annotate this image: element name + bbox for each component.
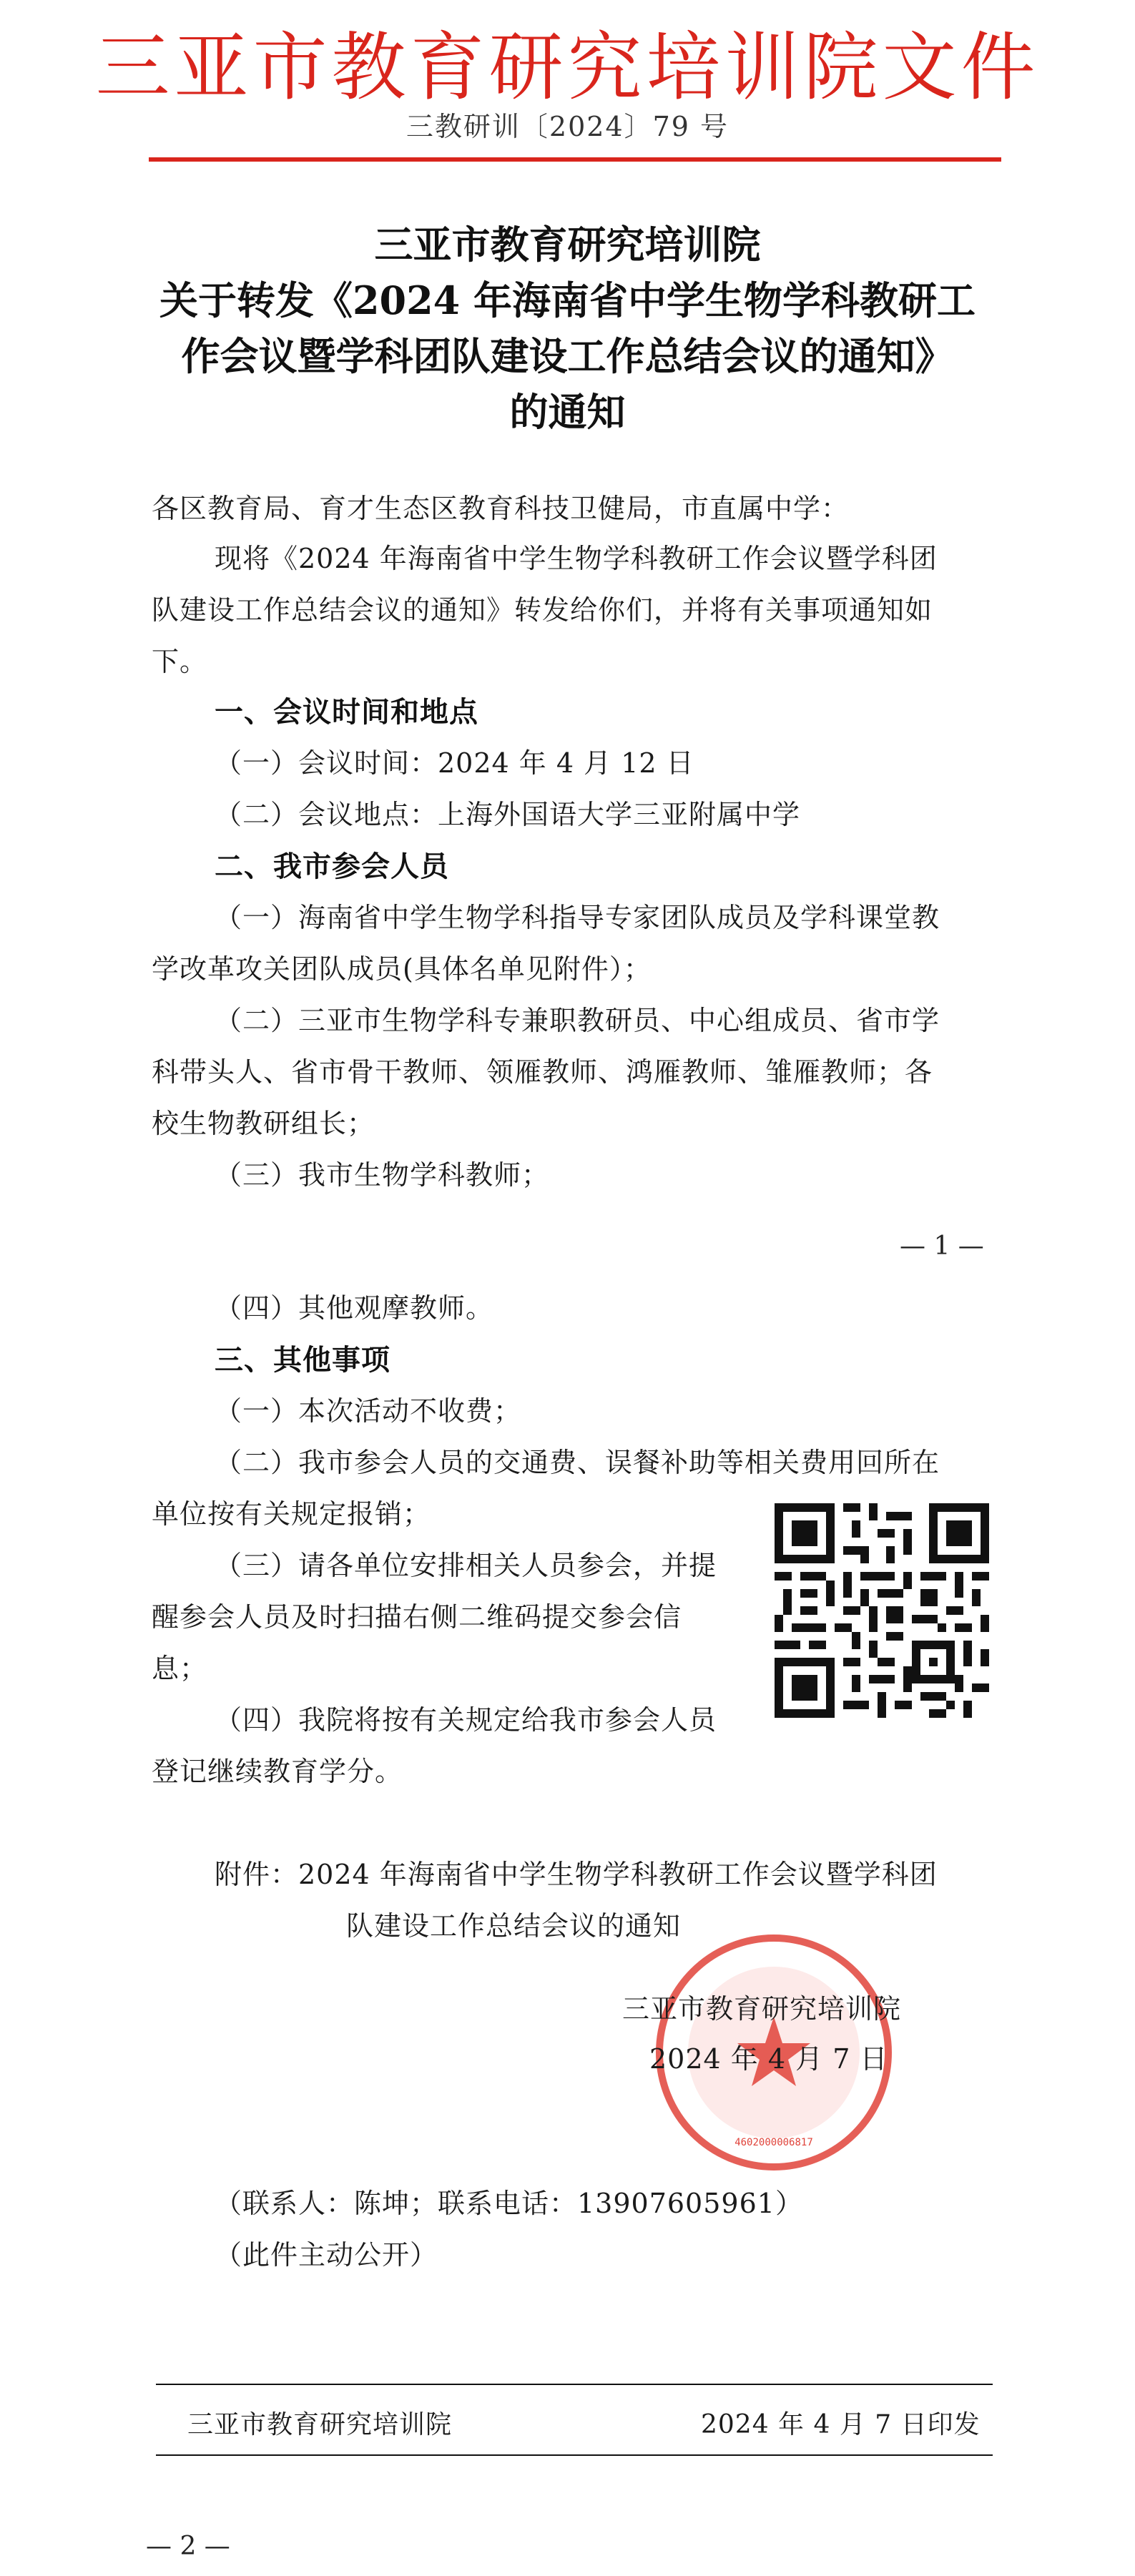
header-red-divider [149,157,1001,162]
section-3-item-3-line-2: 醒参会人员及时扫描右侧二维码提交参会信 [152,1601,682,1633]
document-header-title: 三亚市教育研究培训院文件 [95,24,1040,111]
section-2-item-2-line-1: （二）三亚市生物学科专兼职教研员、中心组成员、省市学 [215,1005,940,1036]
attachment-line-2: 队建设工作总结会议的通知 [346,1910,682,1942]
section-3-item-2-line-1: （二）我市参会人员的交通费、误餐补助等相关费用回所在 [215,1447,940,1478]
attachment-line-1: 附件：2024 年海南省中学生物学科教研工作会议暨学科团 [215,1859,938,1890]
svg-text:4602000006817: 4602000006817 [734,2137,813,2148]
qr-code-icon[interactable] [775,1503,989,1718]
section-3-item-4-line-2: 登记继续教育学分。 [152,1756,403,1787]
section-2-item-2-line-2: 科带头人、省市骨干教师、领雁教师、鸿雁教师、雏雁教师；各 [152,1056,933,1088]
title-line-1: 三亚市教育研究培训院 [374,222,761,267]
section-1-item-1: （一）会议时间：2024 年 4 月 12 日 [215,747,694,779]
contact-info: （联系人：陈坤；联系电话：13907605961） [215,2188,803,2219]
section-2-item-1-line-1: （一）海南省中学生物学科指导专家团队成员及学科课堂教 [215,902,940,933]
section-2-item-4: （四）其他观摩教师。 [215,1292,494,1324]
footer-top-rule [156,2384,993,2385]
section-3-item-2-line-2: 单位按有关规定报销； [152,1498,431,1530]
section-3-item-3-line-3: 息； [152,1653,208,1684]
title-line-3: 作会议暨学科团队建设工作总结会议的通知》 [181,333,954,379]
intro-line-3: 下。 [152,646,208,677]
title-line-4: 的通知 [509,389,626,435]
footer-issuer: 三亚市教育研究培训院 [187,2410,453,2439]
section-1-item-2: （二）会议地点：上海外国语大学三亚附属中学 [215,799,801,830]
section-2-item-3: （三）我市生物学科教师； [215,1159,550,1191]
section-3-item-4-line-1: （四）我院将按有关规定给我市参会人员 [215,1704,717,1736]
signature-organization: 三亚市教育研究培训院 [622,1993,902,2025]
section-1-heading: 一、会议时间和地点 [215,695,478,729]
intro-line-1: 现将《2024 年海南省中学生物学科教研工作会议暨学科团 [215,543,938,574]
signature-date: 2024 年 4 月 7 日 [649,2043,888,2075]
section-3-item-3-line-1: （三）请各单位安排相关人员参会，并提 [215,1550,717,1581]
salutation: 各区教育局、育才生态区教育科技卫健局，市直属中学： [152,493,850,524]
page-number-1: — 1 — [900,1232,984,1261]
disclosure-note: （此件主动公开） [215,2239,438,2271]
section-2-item-1-line-2: 学改革攻关团队成员(具体名单见附件）； [152,953,652,985]
document-number: 三教研训〔2024〕79 号 [406,111,729,142]
section-3-heading: 三、其他事项 [215,1343,390,1377]
section-2-heading: 二、我市参会人员 [215,850,449,883]
intro-line-2: 队建设工作总结会议的通知》转发给你们，并将有关事项通知如 [152,594,933,626]
title-line-2: 关于转发《2024 年海南省中学生物学科教研工 [159,277,976,323]
section-3-item-1: （一）本次活动不收费； [215,1395,522,1427]
footer-print-date: 2024 年 4 月 7 日印发 [701,2410,981,2439]
footer-bottom-rule [156,2454,993,2456]
page-number-2: — 2 — [146,2532,230,2561]
section-2-item-2-line-3: 校生物教研组长； [152,1108,375,1139]
